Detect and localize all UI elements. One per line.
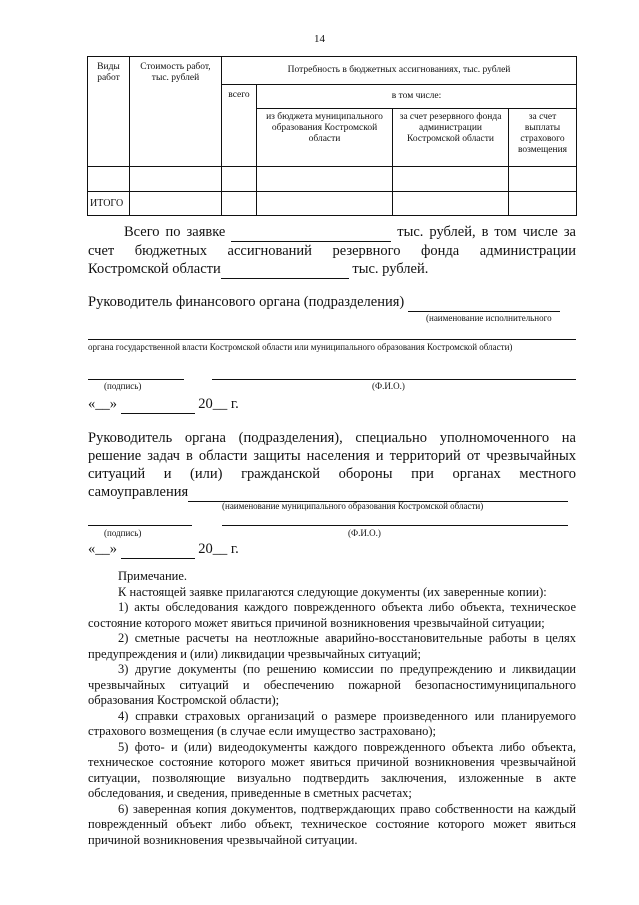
table-cell [130,167,222,192]
header-including: в том числе: [257,85,577,109]
note-item-5: 5) фото- и (или) видеодокументы каждого поврежденного объекта либо объекта, техническое состояние которого может явиться причиной возникновения чрезвычайной ситуации, позволяющие визуально подтвердить заключения, изложенные в акте обследования, и сведения, приведенные в сметных расчетах; [88,739,576,800]
table-cell [88,167,130,192]
header-total: всего [222,85,257,167]
municipality-blank[interactable] [188,483,568,502]
table-cell [393,167,509,192]
summary-paragraph [88,223,576,279]
total-row-label: ИТОГО [88,192,130,216]
note-item-6: 6) заверенная копия документов, подтверждающих право собственности на каждый поврежденный объект либо объект, техническое состояние которого может явиться причиной возникновения чрезвычайной ситуации. [88,801,576,847]
emergency-line-4: самоуправления [88,484,189,500]
table-cell [222,192,257,216]
header-municipal-budget: из бюджета муниципального образования Костромской области [257,109,393,167]
header-budget-need: Потребность в бюджетных ассигнованиях, тыс. рублей [222,57,577,85]
finance-org-line [88,339,576,340]
date-year: 20__ г. [198,396,239,412]
summary-line-2: счет бюджетных ассигнований резервного фонда администрации [88,243,576,259]
total-amount-blank[interactable] [231,223,391,242]
table-cell [222,167,257,192]
notes-section [88,569,576,848]
emergency-line-3: ситуаций и (или) гражданской обороны при органах местного [88,466,576,482]
fio-line-2[interactable] [222,525,568,526]
notes-heading: Примечание. [118,569,188,583]
municipality-hint: (наименование муниципального образования Костромской области) [222,501,484,511]
table-total-row [88,192,577,216]
finance-head-title: Руководитель финансового органа (подразделения) [88,294,405,310]
finance-org-hint-2: органа государственной власти Костромской области или муниципального образования Костромской области) [88,342,513,352]
date-day-2: «__» [88,541,117,557]
summary-region: Костромской области [88,261,221,277]
finance-org-blank[interactable] [408,293,560,312]
date-month-blank[interactable] [121,395,195,414]
signature-line-2[interactable] [88,525,192,526]
finance-head-line [88,293,576,312]
note-item-4: 4) справки страховых организаций о размере произведенного или планируемого страхового возмещения (в случае если имущество застраховано); [88,708,576,738]
header-reserve-fund: за счет резервного фонда администрации Костромской области [393,109,509,167]
table-row [88,167,577,192]
summary-total-tail: тыс. рублей, в том числе за [397,224,576,240]
date-line [88,395,239,414]
signature-label: (подпись) [104,381,142,391]
date-day: «__» [88,396,117,412]
emergency-head-paragraph [88,429,576,502]
reserve-amount-blank[interactable] [221,260,349,279]
table-cell [257,167,393,192]
fio-label-2: (Ф.И.О.) [348,528,381,538]
date-line-2 [88,540,239,559]
note-item-1: 1) акты обследования каждого поврежденного объекта либо объекта, техническое состояние которого может явиться причиной возникновения чрезвычайной ситуации; [88,600,576,630]
table-cell [257,192,393,216]
header-insurance: за счет выплаты страхового возмещения [509,109,577,167]
table-cell [509,192,577,216]
notes-intro: К настоящей заявке прилагаются следующие документы (их заверенные копии): [118,584,547,599]
summary-rubles: тыс. рублей. [352,261,429,277]
header-types-of-works: Виды работ [88,57,130,167]
page-number: 14 [314,33,325,45]
table-cell [130,192,222,216]
fio-line[interactable] [212,379,576,380]
budget-needs-table [87,56,577,216]
signature-line[interactable] [88,379,184,380]
note-item-2: 2) сметные расчеты на неотложные аварийно-восстановительные работы в целях предупреждения и (или) ликвидации чрезвычайных ситуаций; [88,631,576,661]
table-cell [393,192,509,216]
header-cost-of-works: Стоимость работ, тыс. рублей [130,57,222,167]
date-year-2: 20__ г. [198,541,239,557]
fio-label: (Ф.И.О.) [372,381,405,391]
note-item-3: 3) другие документы (по решению комиссии по предупреждению и ликвидации чрезвычайных ситуаций и обеспечению пожарной безопасностимуниципального образования Костромской области); [88,662,576,707]
finance-org-hint: (наименование исполнительного [426,313,552,323]
summary-total-label: Всего по заявке [124,224,226,240]
date-month-blank-2[interactable] [121,540,195,559]
table-cell [509,167,577,192]
signature-label-2: (подпись) [104,528,142,538]
emergency-line-1: Руководитель органа (подразделения), специально уполномоченного на [88,430,576,446]
emergency-line-2: решение задач в области защиты населения и территорий от чрезвычайных [88,448,576,464]
